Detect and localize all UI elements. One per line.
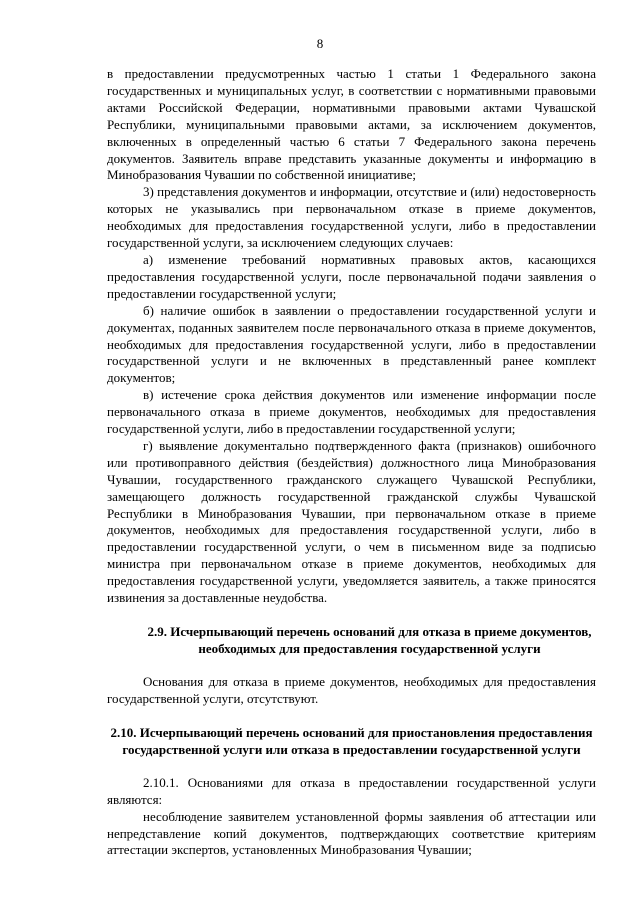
spacer <box>107 657 596 674</box>
paragraph-item-3: 3) представления документов и информации, отсутствие и (или) недостоверность которых не указывались при первоначальном отказе в приеме документов, необходимых для предоставления государственной услуги, либо в предоставлении государственной услуги, за исключением следующих случаев: <box>107 184 596 251</box>
section-2-9-text: Основания для отказа в приеме документов, необходимых для предоставления государственной услуги, отсутствуют. <box>107 674 596 706</box>
page-number: 8 <box>316 36 324 51</box>
paragraph-item-a: а) изменение требований нормативных правовых актов, касающихся предоставления государственной услуги, после первоначальной подачи заявления о предоставлении государственной услуги; <box>107 251 596 301</box>
section-2-10-paragraph-2: несоблюдение заявителем установленной формы заявления об аттестации или непредставление копий документов, подтверждающих соответствие критериям аттестации экспертов, установленных Минобразования Чувашии; <box>107 808 596 858</box>
document-body <box>107 66 596 859</box>
paragraph-item-g: г) выявление документально подтвержденного факта (признаков) ошибочного или противоправного действия (бездействия) должностного лица Минобразования Чувашии, государственного гражданского служащего Чувашской Республики, замещающего должность государственной гражданской службы Чувашской Республики в Минобразования Чувашии, при первоначальном отказе в приеме документов, необходимых для предоставления государственной услуги, либо в предоставлении государственной услуги, о чем в письменном виде за подписью министра при первоначальном отказе в приеме документов, необходимых для предоставления государственной услуги, уведомляется заявитель, а также приносятся извинения за доставленные неудобства. <box>107 437 596 606</box>
section-2-10-paragraph-1: 2.10.1. Основаниями для отказа в предоставлении государственной услуги являются: <box>107 774 596 807</box>
spacer <box>107 708 596 724</box>
section-2-9-heading-wrap <box>107 623 596 657</box>
spacer <box>107 758 596 775</box>
section-2-9-heading: 2.9. Исчерпывающий перечень оснований для отказа в приеме документов, необходимых для предоставления государственной услуги <box>147 624 592 656</box>
spacer <box>107 607 596 623</box>
paragraph-item-b: б) наличие ошибок в заявлении о предоставлении государственной услуги и документах, поданных заявителем после первоначального отказа в приеме документов, необходимых для предоставления государственной услуги, либо в предоставлении государственной услуги и не включенных в представленный ранее комплект документов; <box>107 302 596 386</box>
paragraph-item-v: в) истечение срока действия документов или изменение информации после первоначального отказа в приеме документов, необходимых для предоставления государственной услуги, либо в предоставлении государственной услуги; <box>107 387 596 437</box>
section-2-10-heading: 2.10. Исчерпывающий перечень оснований для приостановления предоставления государственной услуги или отказа в предоставлении государственной услуги <box>110 724 593 757</box>
paragraph: в предоставлении предусмотренных частью 1 статьи 1 Федерального закона государственных и муниципальных услуг, в соответствии с нормативными правовыми актами Российской Федерации, нормативными правовыми актами Чувашской Республики, муниципальными правовыми актами, за исключением документов, включенных в определенный частью 6 статьи 7 Федерального закона перечень документов. Заявитель вправе представить указанные документы и информацию в Минобразования Чувашии по собственной инициативе; <box>107 66 596 183</box>
